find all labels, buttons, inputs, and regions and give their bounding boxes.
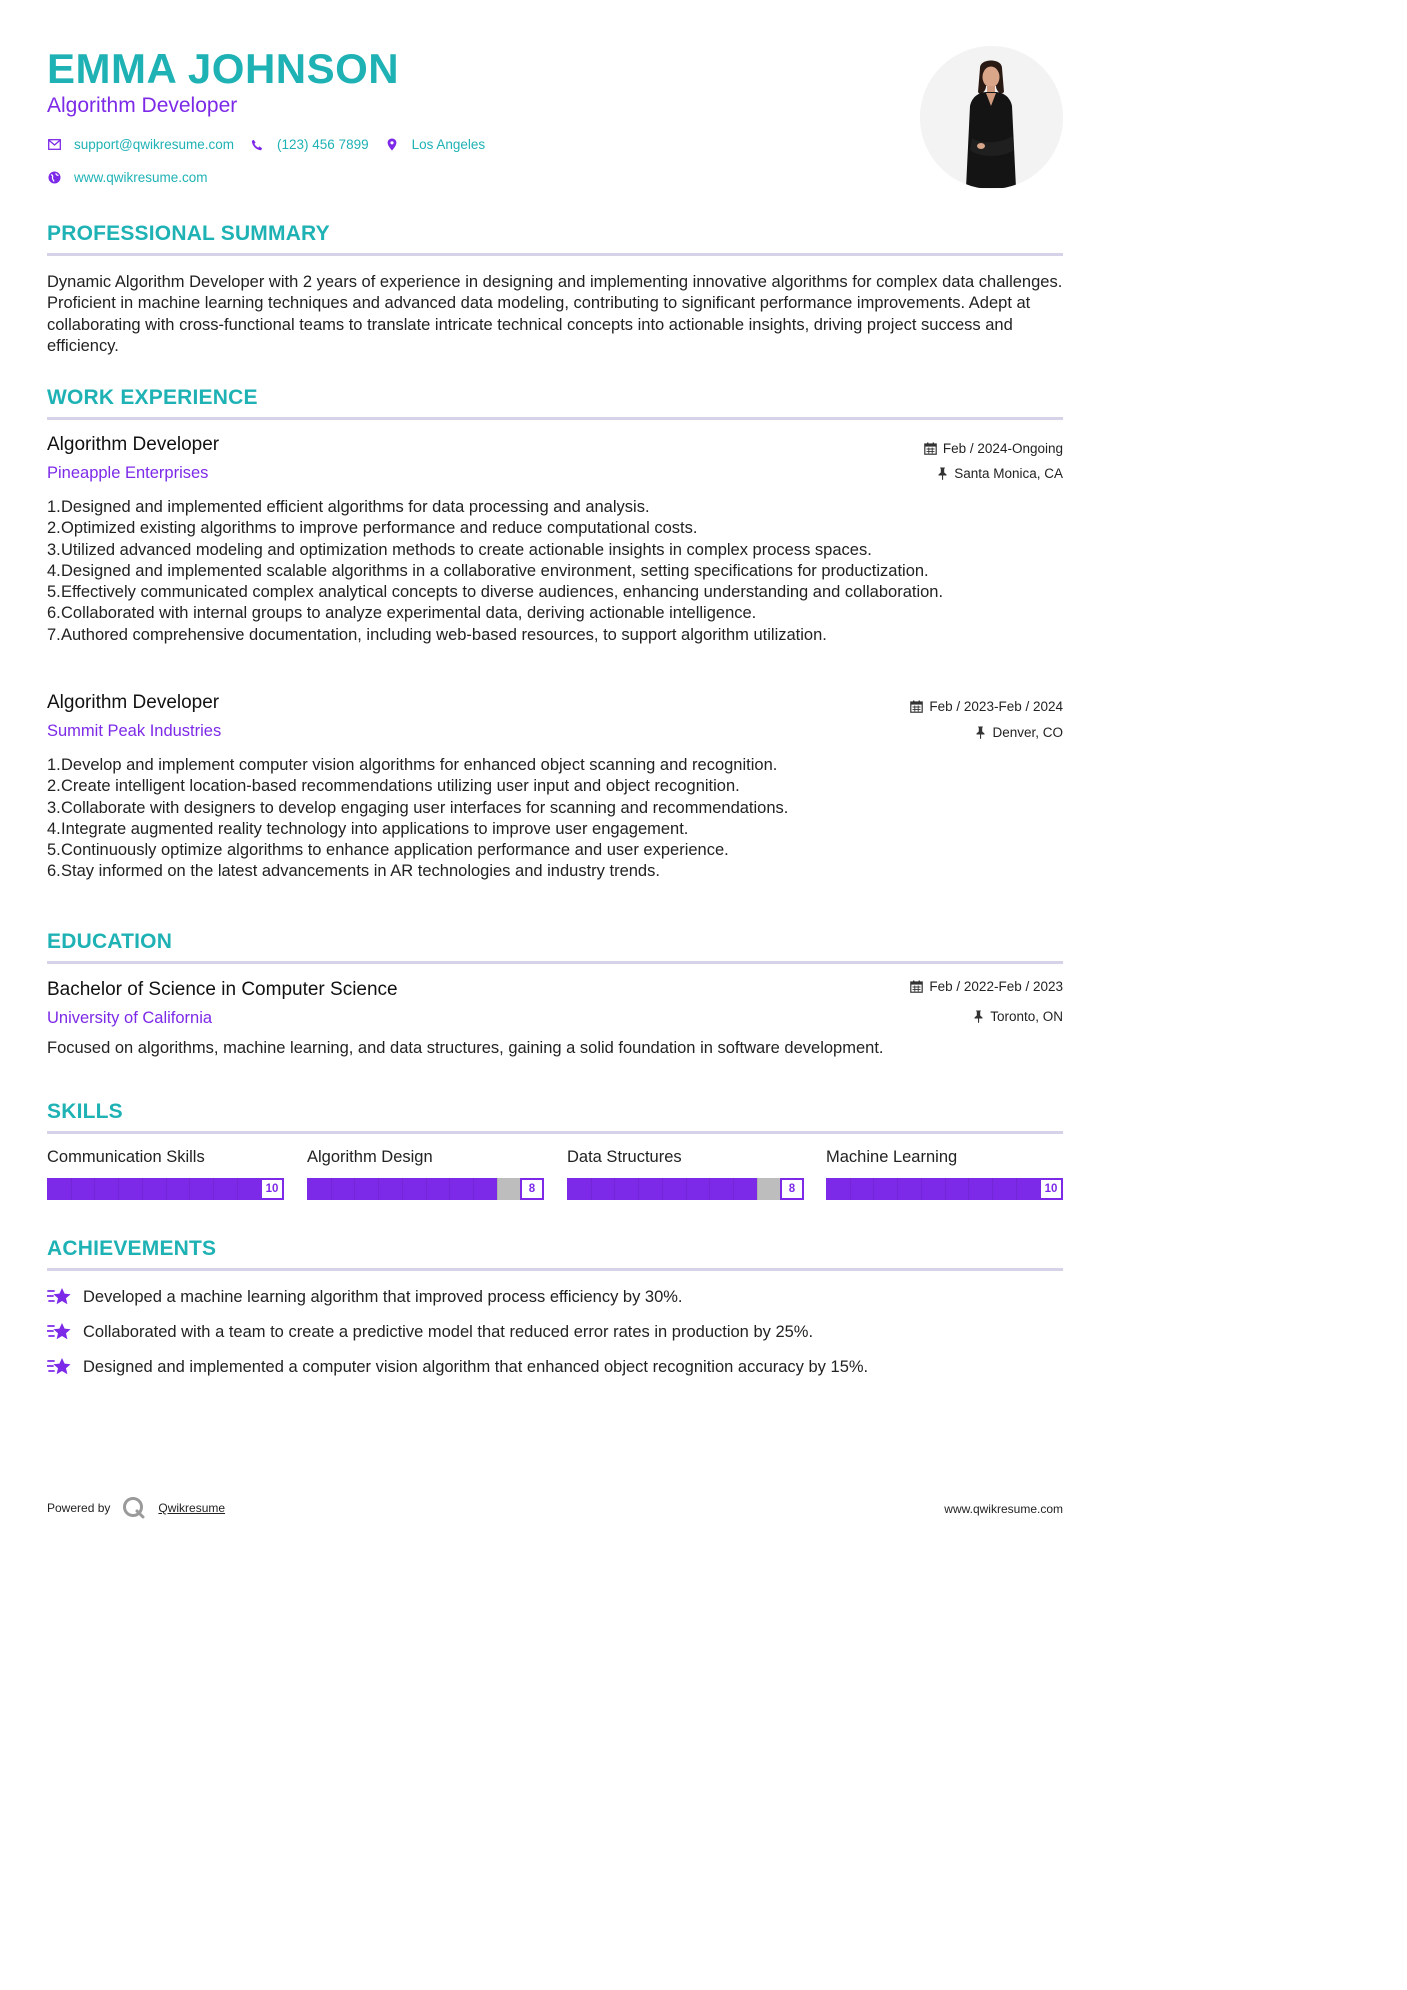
- skill-bar-segment: [850, 1178, 851, 1200]
- list-item: 2. Create intelligent location-based recommendations utilizing user input and object recognition.: [47, 777, 740, 796]
- skill-bar-segment: [638, 1178, 639, 1200]
- job-bullets: [47, 497, 1063, 646]
- achievements-heading: ACHIEVEMENTS: [47, 1237, 217, 1260]
- section-divider: [47, 1268, 1063, 1271]
- skill-bar-segment: [142, 1178, 143, 1200]
- section-divider: [47, 961, 1063, 964]
- job-bullets: [47, 755, 1063, 883]
- section-divider: [47, 1131, 1063, 1134]
- powered-by-label: Powered by: [47, 1501, 111, 1515]
- section-divider: [47, 253, 1063, 256]
- skill-item: [567, 1148, 804, 1195]
- skill-bar-segment: [426, 1178, 427, 1200]
- skill-bar-segment: [757, 1178, 758, 1200]
- skill-bar-segment: [873, 1178, 874, 1200]
- list-item: 3. Utilized advanced modeling and optimization methods to create actionable insights in complex process spaces.: [47, 540, 872, 559]
- contact-row: [47, 137, 501, 152]
- job-location-text: Denver, CO: [992, 725, 1063, 740]
- experience-heading: WORK EXPERIENCE: [47, 386, 258, 409]
- education-description: Focused on algorithms, machine learning, and data structures, gaining a solid foundation in software development.: [47, 1039, 884, 1057]
- location-text: Los Angeles: [411, 137, 486, 152]
- skill-name: Algorithm Design: [307, 1148, 433, 1166]
- achievement-item: Designed and implemented a computer vision algorithm that enhanced object recognition accuracy by 15%.: [47, 1356, 868, 1378]
- summary-heading: PROFESSIONAL SUMMARY: [47, 222, 330, 245]
- shooting-star-icon: [47, 1321, 72, 1343]
- skill-bar-segment: [591, 1178, 592, 1200]
- list-item: 1. Develop and implement computer vision algorithms for enhanced object scanning and recognition.: [47, 756, 778, 774]
- list-item: 5. Effectively communicated complex analytical concepts to diverse audiences, enhancing understanding and collaboration.: [47, 583, 944, 602]
- achievement-item: Collaborated with a team to create a predictive model that reduced error rates in production by 25%.: [47, 1321, 813, 1343]
- shooting-star-icon: [47, 1286, 72, 1308]
- skill-name: Communication Skills: [47, 1148, 205, 1166]
- skill-bar: [826, 1178, 1063, 1200]
- section-divider: [47, 417, 1063, 420]
- skill-bar-segment: [921, 1178, 922, 1200]
- skill-bar-segment: [213, 1178, 214, 1200]
- achievement-item: Developed a machine learning algorithm that improved process efficiency by 30%.: [47, 1286, 683, 1308]
- globe-icon: [47, 171, 61, 185]
- skill-bar-segment: [473, 1178, 474, 1200]
- skill-bar-segment: [449, 1178, 450, 1200]
- calendar-icon: [924, 442, 937, 455]
- job-dates: [910, 699, 1063, 714]
- email-icon: [47, 138, 61, 152]
- skill-bar: [307, 1178, 544, 1200]
- skill-bar-segment: [1016, 1178, 1017, 1200]
- list-item: 3. Collaborate with designers to develop engaging user interfaces for scanning and recommendations.: [47, 798, 789, 817]
- phone-icon: [250, 138, 264, 152]
- list-item: 5. Continuously optimize algorithms to enhance application performance and user experience.: [47, 841, 729, 860]
- calendar-icon: [910, 700, 923, 713]
- skill-bar-segment: [118, 1178, 119, 1200]
- skill-bar-segment: [992, 1178, 993, 1200]
- skill-bar-segment: [166, 1178, 167, 1200]
- skill-bar-segment: [237, 1178, 238, 1200]
- job-title: Algorithm Developer: [47, 434, 220, 455]
- job-dates-text: Feb / 2024-Ongoing: [942, 441, 1063, 456]
- degree-title: Bachelor of Science in Computer Science: [47, 979, 398, 1000]
- skill-bar-segment: [614, 1178, 615, 1200]
- skill-bar-segment: [354, 1178, 355, 1200]
- school-name: University of California: [47, 1009, 213, 1027]
- footer-website[interactable]: www.qwikresume.com: [944, 1502, 1063, 1516]
- skill-bar-segment: [497, 1178, 498, 1200]
- skill-bar-segment: [968, 1178, 969, 1200]
- summary-text: Dynamic Algorithm Developer with 2 years of experience in designing and implementing innovative algorithms for complex data challenges. Proficient in machine learning techniques and advanced data modeling, contributing to significant performance improvements. Adept at collaborating with cross-functional teams to translate intricate technical concepts into actionable insights, driving project success and efficiency.: [47, 273, 1063, 356]
- education-location-text: Toronto, ON: [990, 1009, 1063, 1024]
- job-title: Algorithm Developer: [47, 692, 220, 713]
- job-location: [975, 725, 1063, 740]
- job-location-text: Santa Monica, CA: [954, 466, 1063, 481]
- skill-name: Machine Learning: [826, 1148, 958, 1166]
- skill-bar-segment: [71, 1178, 72, 1200]
- skill-bar-segment: [378, 1178, 379, 1200]
- skill-bar-segment: [733, 1178, 734, 1200]
- skill-bar-segment: [94, 1178, 95, 1200]
- job-company: Summit Peak Industries: [47, 722, 222, 740]
- phone-number[interactable]: (123) 456 7899: [277, 137, 369, 152]
- list-item: 7. Authored comprehensive documentation, including web-based resources, to support algorithm utilization.: [47, 625, 827, 644]
- education-dates: [910, 979, 1063, 994]
- skill-bar-segment: [331, 1178, 332, 1200]
- skill-bar-segment: [945, 1178, 946, 1200]
- skill-level-badge: 10: [260, 1178, 284, 1200]
- list-item: 4. Integrate augmented reality technology into applications to improve user engagement.: [47, 819, 689, 838]
- qwikresume-logo-icon: [122, 1496, 146, 1520]
- education-heading: EDUCATION: [47, 930, 173, 953]
- education-location: [973, 1009, 1063, 1024]
- email-link[interactable]: support@qwikresume.com: [74, 137, 235, 152]
- skill-item: [307, 1148, 544, 1195]
- map-pin-icon: [385, 138, 399, 152]
- candidate-name: EMMA JOHNSON: [47, 45, 400, 92]
- skill-bar-segment: [709, 1178, 710, 1200]
- list-item: 6. Collaborated with internal groups to analyze experimental data, deriving actionable intelligence.: [47, 604, 757, 623]
- pushpin-icon: [937, 467, 948, 480]
- profile-photo: [920, 46, 1063, 189]
- skill-bar-segment: [402, 1178, 403, 1200]
- list-item: 4. Designed and implemented scalable algorithms in a collaborative environment, setting specifications for productization.: [47, 561, 929, 580]
- skill-item: [47, 1148, 284, 1195]
- footer-powered-by: [47, 1496, 225, 1520]
- job-company: Pineapple Enterprises: [47, 464, 209, 482]
- skill-name: Data Structures: [567, 1148, 682, 1166]
- skill-bar-segment: [662, 1178, 663, 1200]
- skill-item: [826, 1148, 1063, 1195]
- qwikresume-link[interactable]: Qwikresume: [158, 1501, 226, 1515]
- pushpin-icon: [973, 1010, 984, 1023]
- list-item: 6. Stay informed on the latest advancements in AR technologies and industry trends.: [47, 862, 660, 881]
- list-item: 1. Designed and implemented efficient algorithms for data processing and analysis.: [47, 498, 650, 516]
- shooting-star-icon: [47, 1356, 72, 1378]
- skill-bar-segment: [686, 1178, 687, 1200]
- job-location: [937, 466, 1063, 481]
- skill-bar: [47, 1178, 284, 1200]
- calendar-icon: [910, 980, 923, 993]
- website-link[interactable]: www.qwikresume.com: [74, 170, 208, 185]
- candidate-title: Algorithm Developer: [47, 94, 238, 117]
- skills-heading: SKILLS: [47, 1100, 123, 1123]
- skill-bar-segment: [897, 1178, 898, 1200]
- job-dates-text: Feb / 2023-Feb / 2024: [929, 699, 1063, 714]
- skill-bar-segment: [189, 1178, 190, 1200]
- skill-bar: [567, 1178, 804, 1200]
- skill-level-badge: 8: [780, 1178, 804, 1200]
- skill-level-badge: 10: [1039, 1178, 1063, 1200]
- job-dates: [924, 441, 1063, 456]
- skill-level-badge: 8: [520, 1178, 544, 1200]
- pushpin-icon: [975, 726, 986, 739]
- education-dates-text: Feb / 2022-Feb / 2023: [929, 979, 1063, 994]
- contact-row: [47, 170, 224, 185]
- person-illustration: [920, 46, 1063, 189]
- list-item: 2. Optimized existing algorithms to improve performance and reduce computational costs.: [47, 519, 698, 538]
